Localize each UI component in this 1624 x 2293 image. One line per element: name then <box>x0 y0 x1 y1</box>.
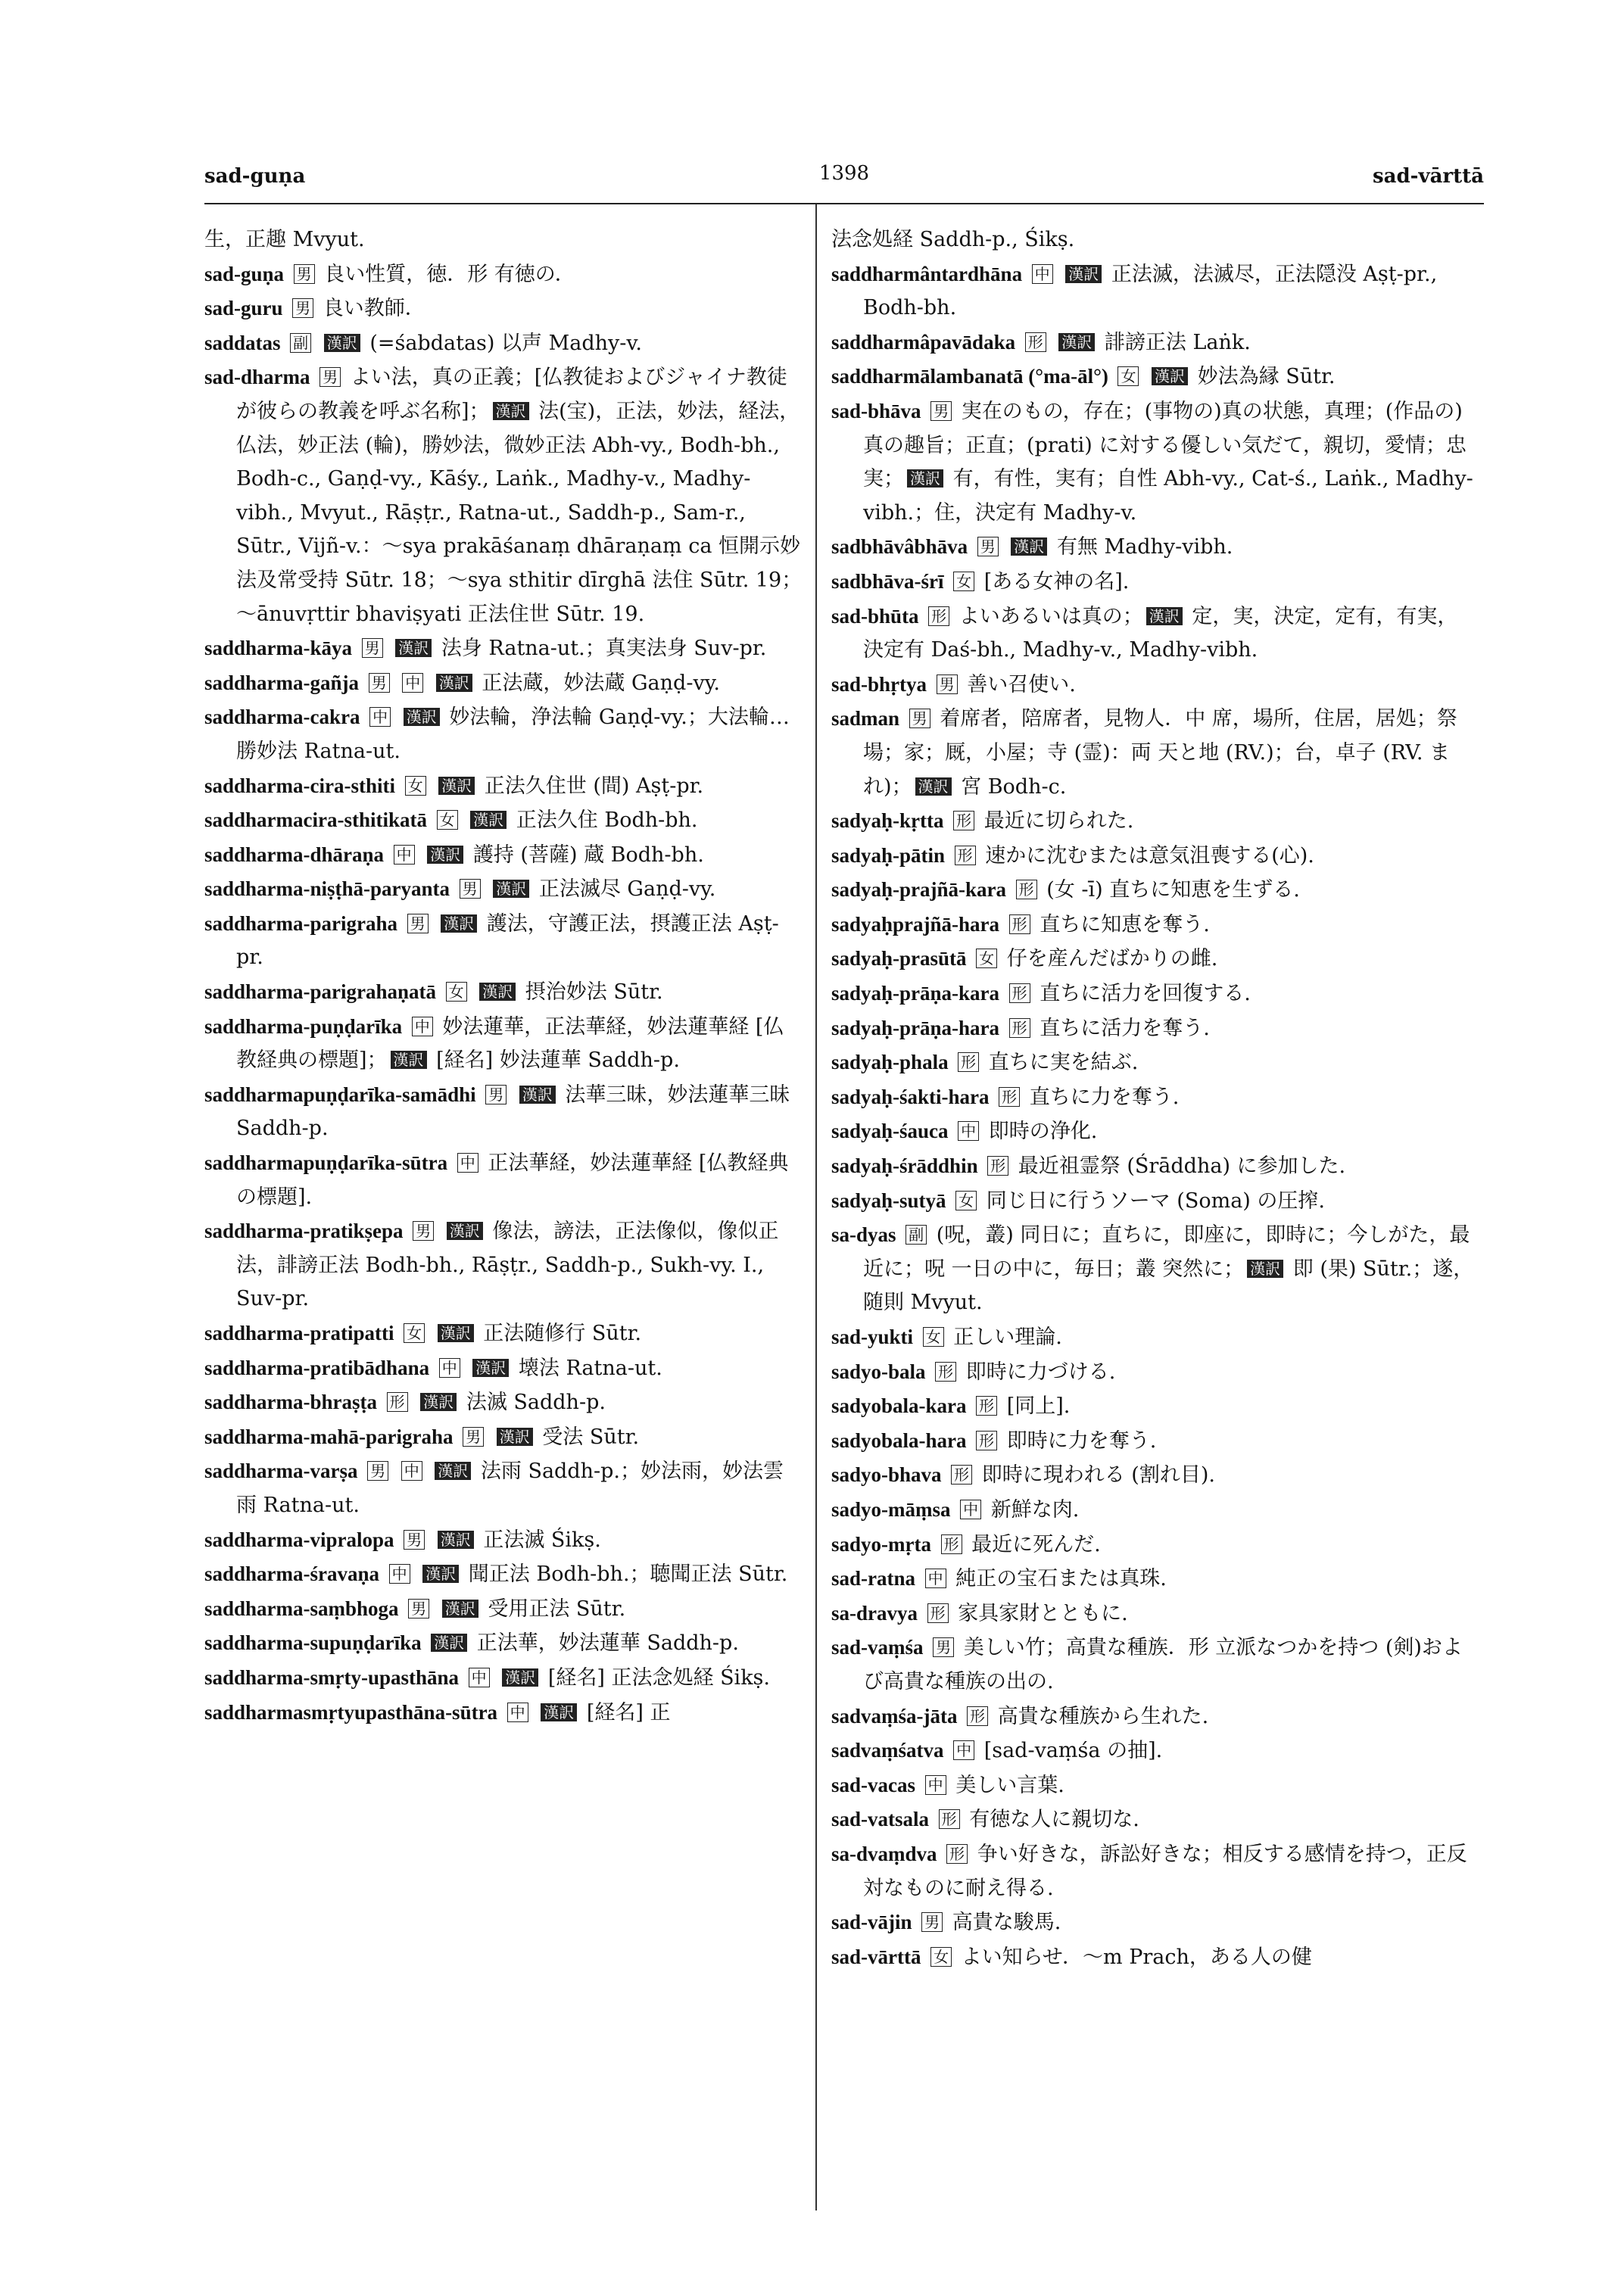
dictionary-entry: sadbhāvâbhāva 男 漢訳 有無 Madhy-vibh. <box>831 535 1233 559</box>
dictionary-entry: sadyaḥ-prajñā-kara 形 (女 -ī) 直ちに知恵を生ずる. <box>831 878 1300 902</box>
dictionary-entry: sad-guru 男 良い教師． <box>204 297 425 321</box>
dictionary-entry: sadyaḥ-pātin 形 速かに沈むまたは意気沮喪する(心). <box>831 843 1314 868</box>
dictionary-entry: sadyo-mṛta 形 最近に死んだ. <box>831 1532 1101 1556</box>
dictionary-entry: 生，正趣 Mvyut. <box>204 228 365 251</box>
dictionary-entry: saddharmântardhāna 中 漢訳 正法滅，法滅尽，正法隠没 Aṣṭ-pr., Bodh-bh. <box>831 262 1438 320</box>
dictionary-entry: sad-bhṛtya 男 善い召使い. <box>831 672 1076 696</box>
page-header <box>204 151 1484 204</box>
dictionary-entry: saddharma-bhraṣṭa 形 漢訳 法滅 Saddh-p. <box>204 1391 606 1415</box>
dictionary-entry: saddharma-pratipatti 女 漢訳 正法随修行 Sūtr. <box>204 1322 642 1345</box>
dictionary-entry: sadyo-māṃsa 中 新鮮な肉. <box>831 1497 1080 1522</box>
dictionary-entry: sa-dyas 副 (呪，叢) 同日に；直ちに，即座に，即時に；今しがた，最近に；呪 一日の中に，毎日；叢 突然に； 漢訳 即 (果) Sūtr.；遂，随則 Mvyut. <box>831 1223 1474 1315</box>
dictionary-entry: saddharma-gañja 男 中 漢訳 正法蔵，妙法蔵 Gaṇḍ-vy. <box>204 671 720 695</box>
dictionary-entry: sad-vaṃśa 男 美しい竹；高貴な種族．形 立派なつかを持つ (剣)および高貴な種族の出の. <box>831 1636 1463 1693</box>
dictionary-entry: saddharma-parigraha 男 漢訳 護法，守護正法，摂護正法 Aṣṭ-pr. <box>204 911 779 970</box>
dictionary-entry: saddharma-varṣa 男 中 漢訳 法雨 Saddh-p.；妙法雨，妙法雲雨 Ratna-ut. <box>204 1460 784 1517</box>
dictionary-entry: sa-dravya 形 家具家財とともに. <box>831 1601 1128 1625</box>
dictionary-entry: sadyaḥ-śakti-hara 形 直ちに力を奪う. <box>831 1085 1180 1109</box>
dictionary-entry: sad-dharma 男 よい法，真の正義；[仏教徒およびジャイナ教徒が彼らの教義を呼ぶ名称]； 漢訳 法(宝)，正法，妙法，経法，仏法，妙正法 (輪)，勝妙法，微妙正法 Abh-vy., Bodh-bh., Bodh-c., Gaṇḍ-vy., Kāśy., Laṅk., Madhy-v., Madhy-vibh., Mvyut., Rāṣṭr., Ratna-ut., Saddh-p., Sam-r., Sūtr., Vijñ-v.：～sya prakāśanaṃ dhāraṇaṃ ca 恒開示妙法及常受持 Sūtr. 18；～sya sthitir dīrghā 法住 Sūtr. 19；～ānuvṛttir bhaviṣyati 正法住世 Sūtr. 19. <box>204 366 803 626</box>
dictionary-entry: sad-vārttā 女 よい知らせ．～m Prach，ある人の健 <box>831 1945 1312 1969</box>
dictionary-entry: sad-yukti 女 正しい理論. <box>831 1326 1062 1349</box>
dictionary-entry: saddharma-smṛty-upasthāna 中 漢訳 [経名] 正法念処経 Śikṣ. <box>204 1665 770 1690</box>
dictionary-entry: sadyaḥprajñā-hara 形 直ちに知恵を奪う. <box>831 912 1210 936</box>
dictionary-entry: sad-bhāva 男 実在のもの，存在；(事物の)真の状態，真理；(作品の) 真の趣旨；正直；(prati) に対する優しい気だて，親切，愛情；忠実； 漢訳 有，有性，実有；自性 Abh-vy., Cat-ś., Laṅk., Madhy-vibh.；住，決定有 Madhy-v. <box>831 399 1473 525</box>
header-rule <box>204 203 1484 204</box>
dictionary-entry: saddharma-pratibādhana 中 漢訳 壊法 Ratna-ut. <box>204 1356 662 1380</box>
dictionary-entry: saddharmālambanatā (°ma-āl°) 女 漢訳 妙法為縁 Sūtr. <box>831 365 1336 389</box>
dictionary-entry: sad-vatsala 形 有徳な人に親切な. <box>831 1808 1139 1832</box>
dictionary-entry: sadvaṃśa-jāta 形 高貴な種族から生れた. <box>831 1704 1209 1728</box>
dictionary-entry: sadyo-bala 形 即時に力づける. <box>831 1360 1116 1384</box>
dictionary-entry: saddharma-niṣṭhā-paryanta 男 漢訳 正法滅尽 Gaṇḍ-vy. <box>204 877 716 902</box>
dictionary-entry: sadyobala-kara 形 [同上]. <box>831 1394 1071 1419</box>
dictionary-entry: sadman 男 着席者，陪席者，見物人．中 席，場所，住居，居処；祭場；家；厩，小屋；寺 (霊)：両 天と地 (RV.)；台，卓子 (RV. まれ)； 漢訳 宮 Bodh-c. <box>831 707 1457 799</box>
dictionary-entry: sad-vacas 中 美しい言葉. <box>831 1773 1064 1797</box>
running-head-left: sad-guṇa <box>204 165 306 188</box>
dictionary-entry: saddatas 副 漢訳 (=śabdatas) 以声 Madhy-v. <box>204 331 643 355</box>
dictionary-entry: saddharma-cira-sthiti 女 漢訳 正法久住世 (間) Aṣṭ-pr. <box>204 774 704 798</box>
dictionary-entry: saddharmacira-sthitikatā 女 漢訳 正法久住 Bodh-bh. <box>204 808 698 833</box>
dictionary-entry: sadyaḥ-śauca 中 即時の浄化. <box>831 1120 1098 1144</box>
left-column <box>204 223 803 1730</box>
dictionary-entry: saddharma-śravaṇa 中 漢訳 聞正法 Bodh-bh.；聴聞正法 Sūtr. <box>204 1562 788 1587</box>
dictionary-entry: saddharmâpavādaka 形 漢訳 誹謗正法 Laṅk. <box>831 330 1251 354</box>
right-column <box>831 223 1475 1974</box>
dictionary-entry: sad-guṇa 男 良い性質，徳．形 有徳の． <box>204 262 575 286</box>
dictionary-entry: 法念処経 Saddh-p., Śikṣ. <box>831 228 1075 251</box>
dictionary-entry: sadvaṃśatva 中 [sad-vaṃśa の抽]. <box>831 1739 1163 1763</box>
dictionary-entry: sad-ratna 中 純正の宝石または真珠. <box>831 1567 1167 1591</box>
dictionary-entry: sadyaḥ-kṛtta 形 最近に切られた. <box>831 809 1134 833</box>
dictionary-entry: sad-bhūta 形 よいあるいは真の； 漢訳 定，実，決定，定有，有実，決定有 Daś-bh., Madhy-v., Madhy-vibh. <box>831 604 1458 662</box>
dictionary-entry: saddharmapuṇḍarīka-sūtra 中 正法華経，妙法蓮華経 [仏教経典の標題]. <box>204 1151 789 1209</box>
column-divider <box>815 204 817 2210</box>
dictionary-entry: saddharma-cakra 中 漢訳 妙法輪，浄法輪 Gaṇḍ-vy.；大法輪…勝妙法 Ratna-ut. <box>204 706 790 763</box>
dictionary-entry: saddharmasmṛtyupasthāna-sūtra 中 漢訳 [経名] 正 <box>204 1700 671 1724</box>
running-head-right: sad-vārttā <box>1373 165 1484 188</box>
dictionary-entry: sadyaḥ-śrāddhin 形 最近祖霊祭 (Śrāddha) に参加した. <box>831 1154 1346 1179</box>
page-number: 1398 <box>818 162 870 185</box>
dictionary-entry: saddharmapuṇḍarīka-samādhi 男 漢訳 法華三昧，妙法蓮華三昧 Saddh-p. <box>204 1083 790 1141</box>
dictionary-entry: saddharma-pratikṣepa 男 漢訳 像法，謗法，正法像似，像似正法，誹謗正法 Bodh-bh., Rāṣṭr., Saddh-p., Sukh-vy. I., Suv-pr. <box>204 1220 779 1311</box>
dictionary-entry: saddharma-dhāraṇa 中 漢訳 護持 (菩薩) 蔵 Bodh-bh. <box>204 843 704 867</box>
dictionary-entry: sad-vājin 男 高貴な駿馬. <box>831 1911 1061 1935</box>
dictionary-entry: saddharma-mahā-parigraha 男 漢訳 受法 Sūtr. <box>204 1425 640 1449</box>
dictionary-entry: sadbhāva-śrī 女 [ある女神の名]. <box>831 569 1130 594</box>
dictionary-entry: sadyaḥ-phala 形 直ちに実を結ぶ. <box>831 1051 1139 1075</box>
dictionary-entry: sa-dvaṃdva 形 争い好きな，訴訟好きな；相反する感情を持つ，正反対なものに耐え得る. <box>831 1842 1467 1900</box>
dictionary-entry: saddharma-kāya 男 漢訳 法身 Ratna-ut.；真実法身 Suv-pr. <box>204 637 767 661</box>
dictionary-entry: sadyaḥ-prāṇa-hara 形 直ちに活力を奪う. <box>831 1016 1210 1040</box>
dictionary-entry: sadyaḥ-sutyā 女 同じ日に行うソーマ (Soma) の圧搾. <box>831 1189 1325 1213</box>
dictionary-entry: sadyo-bhava 形 即時に現われる (割れ目). <box>831 1463 1215 1488</box>
dictionary-entry: saddharma-vipralopa 男 漢訳 正法滅 Śikṣ. <box>204 1528 601 1552</box>
dictionary-entry: saddharma-saṃbhoga 男 漢訳 受用正法 Sūtr. <box>204 1597 626 1621</box>
dictionary-entry: sadyobala-hara 形 即時に力を奪う. <box>831 1428 1157 1453</box>
dictionary-entry: sadyaḥ-prāṇa-kara 形 直ちに活力を回復する. <box>831 982 1251 1006</box>
dictionary-entry: saddharma-supuṇḍarīka 漢訳 正法華，妙法蓮華 Saddh-p. <box>204 1631 739 1656</box>
dictionary-entry: saddharma-puṇḍarīka 中 妙法蓮華，正法華経，妙法蓮華経 [仏教経典の標題]； 漢訳 [経名] 妙法蓮華 Saddh-p. <box>204 1014 784 1073</box>
dictionary-entry: saddharma-parigrahaṇatā 女 漢訳 摂治妙法 Sūtr. <box>204 980 663 1005</box>
dictionary-entry: sadyaḥ-prasūtā 女 仔を産んだばかりの雌. <box>831 947 1218 971</box>
